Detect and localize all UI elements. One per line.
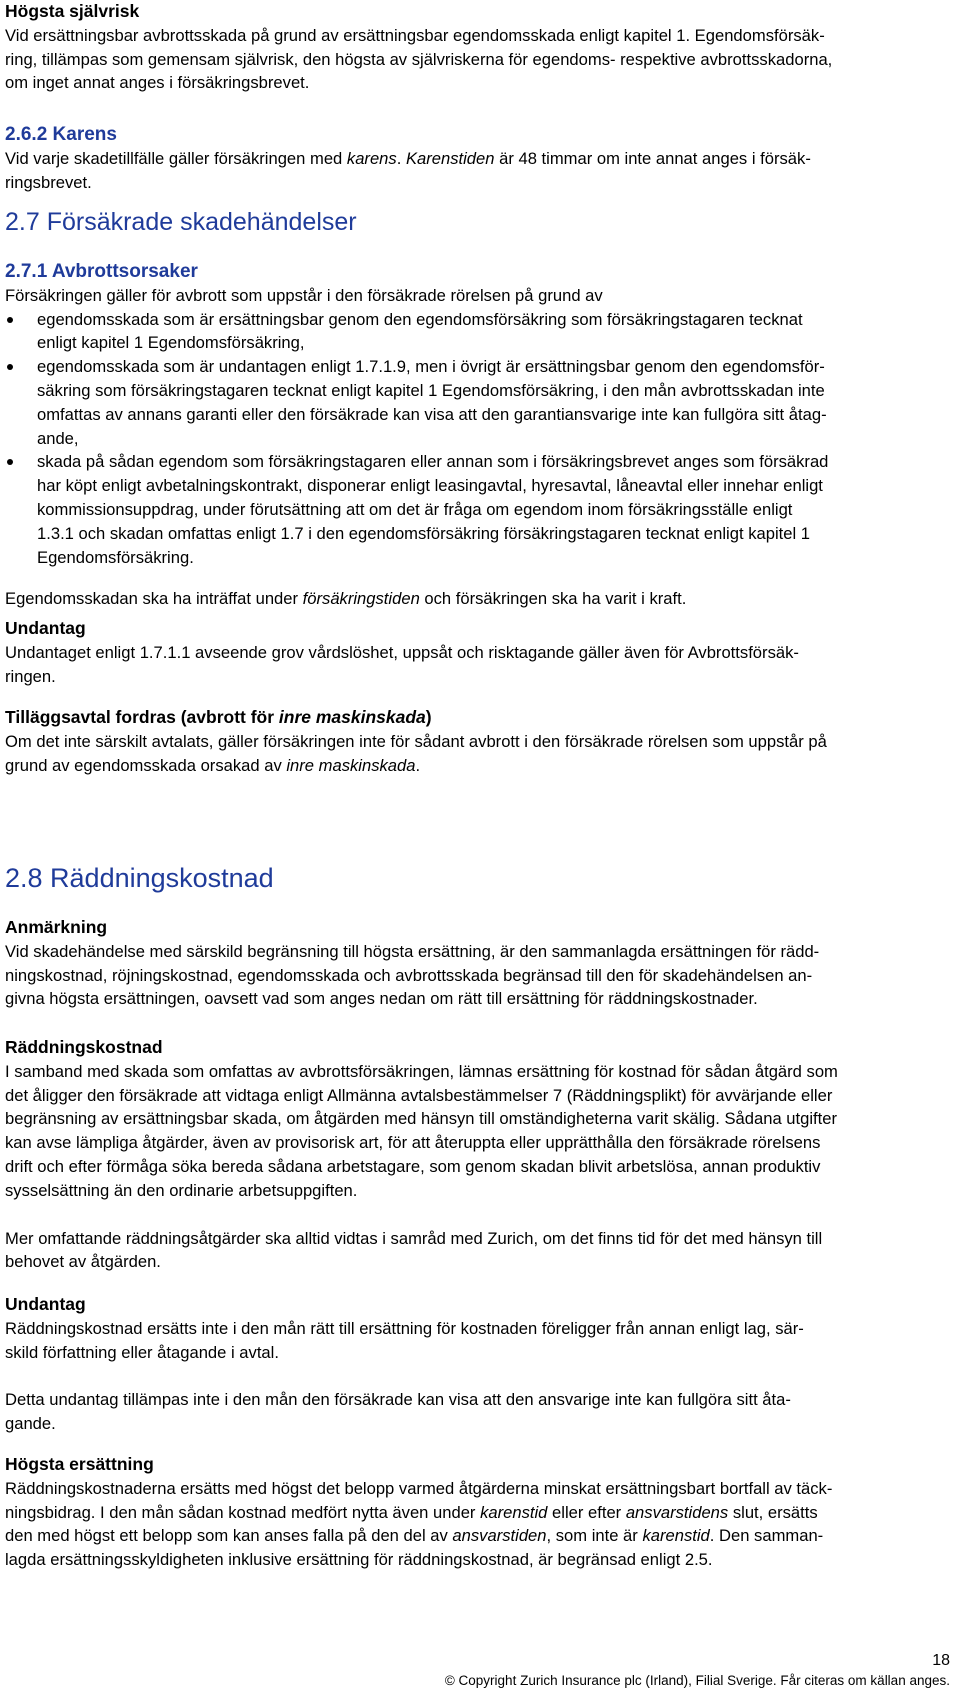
heading-tillaggsavtal: Tilläggsavtal fordras (avbrott för inre maskinskada)	[5, 707, 432, 727]
text-line: sysselsättning än den ordinarie arbetsuppgiften.	[5, 1180, 358, 1200]
text-line: I samband med skada som omfattas av avbrottsförsäkringen, lämnas ersättning för kostnad för sådan åtgärd som	[5, 1061, 838, 1081]
heading-hogsta-sjalvrisk: Högsta självrisk	[5, 1, 140, 21]
text-line: den med högst ett belopp som kan anses falla på den del av ansvarstiden, som inte är karenstid. Den samman-	[5, 1526, 824, 1546]
text-line: Vid ersättningsbar avbrottsskada på grund av ersättningsbar egendomsskada enligt kapitel 1. Egendomsförsäk-	[5, 25, 825, 45]
heading-raddningskostnad: Räddningskostnad	[5, 1037, 163, 1057]
text-line: Vid varje skadetillfälle gäller försäkringen med karens. Karenstiden är 48 timmar om inte annat anges i försäk-	[5, 148, 811, 168]
section-tillaggsavtal	[5, 706, 953, 777]
section-hogsta-sjalvrisk	[5, 0, 953, 95]
text-line: om inget annat anges i försäkringsbrevet.	[5, 73, 310, 93]
text-line: Försäkringen gäller för avbrott som uppstår i den försäkrade rörelsen på grund av	[5, 285, 603, 305]
text-line: grund av egendomsskada orsakad av inre maskinskada.	[5, 755, 421, 775]
section-heading-2-8	[5, 862, 953, 894]
heading-anmarkning: Anmärkning	[5, 917, 108, 937]
heading-undantag: Undantag	[5, 618, 86, 638]
list-item: egendomsskada som är undantagen enligt 1.7.1.9, men i övrigt är ersättningsbar genom den egendomsför- säkring som försäkringstagaren tecknat enligt kapitel 1 Egendomsförsäkring, i den mån avbrottsskadan inte omfattas av annans garanti eller den försäkrade kan visa att den garantiansvarige inte kan fullgöra sitt åtag- ande,	[5, 355, 953, 450]
text-line: gande.	[5, 1414, 56, 1434]
text-line: Egendomsskadan ska ha inträffat under försäkringstiden och försäkringen ska ha varit i kraft.	[5, 589, 687, 609]
text-line: det åligger den försäkrade att vidtaga enligt Allmänna avtalsbestämmelser 7 (Räddningsplikt) för avvärjande eller	[5, 1085, 833, 1105]
text-line: ningskostnad, röjningskostnad, egendomsskada och avbrottsskada begränsad till den för skadehändelsen an-	[5, 965, 813, 985]
list-item: egendomsskada som är ersättningsbar genom den egendomsförsäkring som försäkringstagaren tecknat enligt kapitel 1 Egendomsförsäkring,	[5, 308, 953, 356]
text-line: behovet av åtgärden.	[5, 1252, 161, 1272]
text-line: Detta undantag tillämpas inte i den mån den försäkrade kan visa att den ansvarige inte kan fullgöra sitt åta-	[5, 1390, 791, 1410]
footer-copyright: © Copyright Zurich Insurance plc (Irland), Filial Sverige. Får citeras om källan anges.	[444, 1673, 950, 1688]
heading-2-8: 2.8 Räddningskostnad	[5, 863, 274, 893]
bullet-icon	[7, 317, 13, 323]
section-hogsta-ersattning	[5, 1453, 953, 1572]
text-line: givna högsta ersättningen, oavsett vad som anges nedan om rätt till ersättning för räddningskostnader.	[5, 989, 758, 1009]
text-line: Mer omfattande räddningsåtgärder ska alltid vidtas i samråd med Zurich, om det finns tid för det med hänsyn till	[5, 1228, 823, 1248]
bullet-icon	[7, 364, 13, 370]
list-item: skada på sådan egendom som försäkringstagaren eller annan som i försäkringsbrevet anges som försäkrad har köpt enligt avbetalningskontrakt, disponerar enligt leasingavtal, hyresavtal, låneavtal eller innehar enligt kommissionsuppdrag, under förutsättning att om det är fråga om egendom inom försäkringsställe enligt 1.3.1 och skadan omfattas enligt 1.7 i den egendomsförsäkring försäkringstagaren tecknat enligt kapitel 1 Egendomsförsäkring.	[5, 450, 953, 569]
section-undantag-1	[5, 617, 953, 688]
section-anmarkning	[5, 916, 953, 1011]
heading-karens: 2.6.2 Karens	[5, 124, 117, 145]
page-number: 18	[932, 1652, 950, 1669]
section-karens	[5, 123, 953, 194]
text-line: skild författning eller åtagande i avtal.	[5, 1342, 279, 1362]
section-raddningskostnad	[5, 1036, 953, 1274]
heading-avbrottsorsaker: 2.7.1 Avbrottsorsaker	[5, 261, 198, 282]
text-line: Undantaget enligt 1.7.1.1 avseende grov vårdslöshet, uppsåt och risktagande gäller även för Avbrottsförsäk-	[5, 642, 799, 662]
text-line: ringen.	[5, 666, 56, 686]
bullet-list	[5, 308, 953, 570]
text-line: ring, tillämpas som gemensam självrisk, den högsta av självriskerna för egendoms- respektive avbrottsskadorna,	[5, 49, 833, 69]
text-line: Räddningskostnad ersätts inte i den mån rätt till ersättning för kostnaden föreligger från annan enligt lag, sär-	[5, 1318, 804, 1338]
text-line: Om det inte särskilt avtalats, gäller försäkringen inte för sådant avbrott i den försäkrade rörelsen som uppstår på	[5, 731, 827, 751]
text-line: lagda ersättningsskyldigheten inklusive ersättning för räddningskostnad, är begränsad enligt 2.5.	[5, 1550, 713, 1570]
text-line: ringsbrevet.	[5, 172, 92, 192]
text-line: kan avse lämpliga åtgärder, även av provisorisk art, för att återuppta eller upprätthålla den försäkrade rörelsens	[5, 1133, 821, 1153]
section-avbrottsorsaker	[5, 260, 953, 611]
text-line: drift och efter förmåga söka bereda sådana arbetstagare, som genom skadan blivit arbetslösa, annan produktiv	[5, 1156, 821, 1176]
heading-undantag: Undantag	[5, 1294, 86, 1314]
text-line: Vid skadehändelse med särskild begränsning till högsta ersättning, är den sammanlagda ersättningen för rädd-	[5, 941, 820, 961]
section-undantag-2	[5, 1293, 953, 1436]
heading-2-7: 2.7 Försäkrade skadehändelser	[5, 208, 357, 236]
heading-hogsta-ersattning: Högsta ersättning	[5, 1454, 154, 1474]
text-line: Räddningskostnaderna ersätts med högst det belopp varmed åtgärderna minskat ersättningsbart bortfall av täck-	[5, 1478, 833, 1498]
section-heading-2-7	[5, 207, 953, 237]
bullet-icon	[7, 459, 13, 465]
text-line: ningsbidrag. I den mån sådan kostnad medfört nytta även under karenstid eller efter ansvarstidens slut, ersätts	[5, 1502, 818, 1522]
text-line: begränsning av ersättningsbar skada, om åtgärden med hänsyn till omständigheterna varit skälig. Sådana utgifter	[5, 1109, 838, 1129]
